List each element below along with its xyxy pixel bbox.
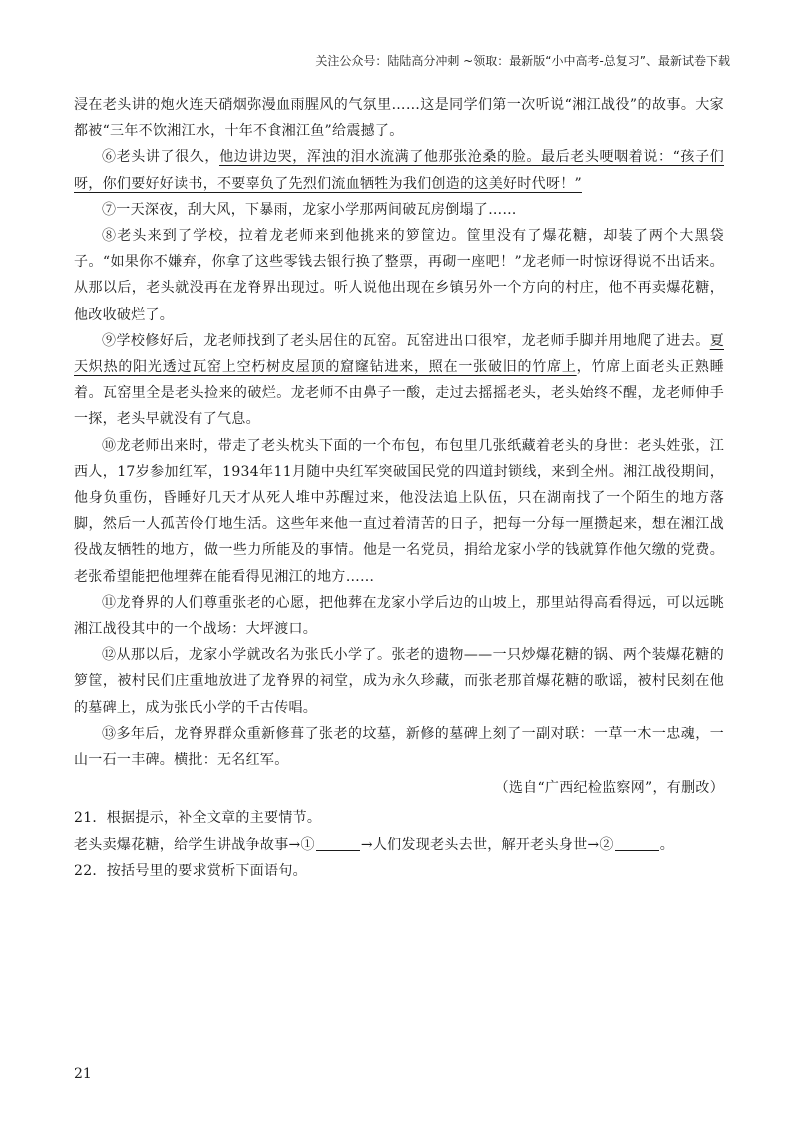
question-21-flow-start: 老头卖爆花糖，给学生讲战争故事→① [74, 836, 315, 853]
paragraph-6-text: ⑥老头讲了很久， [102, 149, 220, 166]
paragraph-9-text-a: ⑨学校修好后，龙老师找到了老头居住的瓦窑。瓦窑进出口很窄，龙老师手脚并用地爬了进去。 [102, 332, 710, 349]
question-21-flow-end: 。 [659, 836, 675, 853]
question-21-flow-middle: →人们发现老头去世，解开老头身世→② [360, 836, 614, 853]
paragraph-9 [74, 328, 724, 433]
paragraph-intro: 浸在老头讲的炮火连天硝烟弥漫血雨腥风的气氛里……这是同学们第一次听说“湘江战役”的故事。大家都被“三年不饮湘江水，十年不食湘江鱼”给震撼了。 [74, 97, 724, 140]
article-body [74, 92, 724, 884]
paragraph-13: ⑬多年后，龙脊界群众重新修葺了张老的坟墓，新修的墓碑上刻了一副对联：一草一木一忠魂，一山一石一丰碑。横批：无名红军。 [74, 725, 724, 769]
paragraph-7: ⑦一天深夜，刮大风，下暴雨，龙家小学那两间破瓦房倒塌了…… [102, 201, 517, 218]
paragraph-12: ⑫从那以后，龙家小学就改名为张氏小学了。张老的遗物——一只炒爆花糖的锅、两个装爆花糖的箩筐，被村民们庄重地放进了龙脊界的祠堂，成为永久珍藏，而张老那首爆花糖的歌谣，被村民刻在他的墓碑上，成为张氏小学的千古传唱。 [74, 647, 724, 716]
question-21-stem: 21．根据提示，补全文章的主要情节。 [74, 810, 322, 827]
paragraph-11: ⑪龙脊界的人们尊重张老的心愿，把他葬在龙家小学后边的山坡上，那里站得高看得远，可以远眺湘江战役其中的一个战场：大坪渡口。 [74, 594, 724, 638]
paragraph-6-underlined: 他边讲边哭，浑浊的泪水流满了他那张沧桑的脸。最后老头哽咽着说：“孩子们呀，你们要好好读书，不要辜负了先烈们流血牺牲为我们创造的这美好时代呀！” [74, 149, 725, 192]
paragraph-10: ⑩龙老师出来时，带走了老头枕头下面的一个布包，布包里几张纸藏着老头的身世：老头姓张，江西人，17岁参加红军，1934年11月随中央红军突破国民党的四道封锁线，来到全州。湘江战役期间，他身负重伤，昏睡好几天才从死人堆中苏醒过来，他没法追上队伍，只在湖南找了一个陌生的地方落脚，然后一人孤苦伶仃地生活。这些年来他一直过着清苦的日子，把每一分每一厘攒起来，想在湘江战役战友牺牲的地方，做一些力所能及的事情。他是一名党员，捐给龙家小学的钱就算作他欠缴的党费。老张希望能把他埋葬在能看得见湘江的地方…… [74, 437, 724, 585]
question-22-stem: 22．按括号里的要求赏析下面语句。 [74, 862, 307, 879]
article-source: （选自“广西纪检监察网”，有删改） [494, 780, 724, 797]
question-21-flow [74, 832, 724, 858]
paragraph-9-underlined: 夏天炽热的阳光透过瓦窑上空朽树皮屋顶的窟窿钻进来，照在一张破旧的竹席上 [74, 332, 724, 376]
answer-blank-1[interactable] [316, 836, 360, 851]
paragraph-9-text-b: ，竹席上面老头正熟睡着。瓦窑里全是老头捡来的破烂。龙老师不由鼻子一酸，走过去摇摇老头，老头始终不醒，龙老师伸手一探，老头早就没有了气息。 [74, 359, 725, 428]
paragraph-6 [74, 144, 724, 196]
paragraph-8: ⑧老头来到了学校，拉着龙老师来到他挑来的箩筐边。筐里没有了爆花糖，却装了两个大黑袋子。“如果你不嫌弃，你拿了这些零钱去银行换了整票，再砌一座吧！”龙老师一时惊讶得说不出话来。从那以后，老头就没再在龙脊界出现过。听人说他出现在乡镇另外一个方向的村庄，他不再卖爆花糖，他改收破烂了。 [74, 228, 724, 323]
header-promo-note: 关注公众号：陆陆高分冲刺 ~领取：最新版“小中高考-总复习”、最新试卷下载 [315, 54, 730, 68]
answer-blank-2[interactable] [615, 836, 659, 851]
page-number: 21 [74, 1066, 92, 1082]
